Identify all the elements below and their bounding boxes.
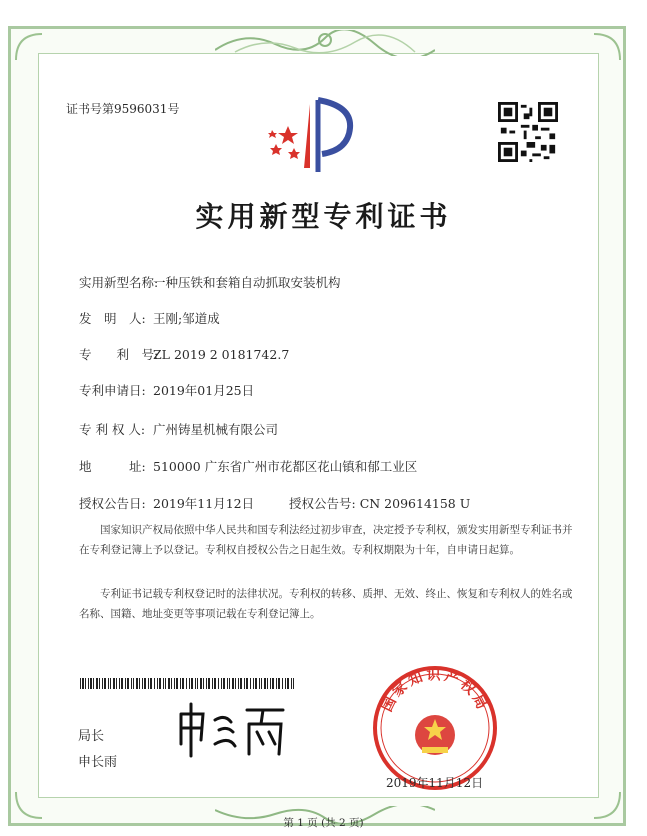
field-utility-model-name: 实用新型名称:一种压铁和套箱自动抓取安装机构 bbox=[79, 275, 341, 290]
page-number: 第 1 页 (共 2 页) bbox=[283, 817, 364, 829]
corner-ornament-tl bbox=[14, 32, 44, 62]
qr-code bbox=[498, 102, 558, 162]
svg-text:国家知识产权局: 国家知识产权局 bbox=[379, 667, 491, 715]
field-grant-date: 授权公告日: 2019年11月12日 bbox=[79, 496, 255, 511]
field-inventors: 发 明 人: 王刚;邹道成 bbox=[79, 311, 220, 326]
certificate-number: 证书号第9596031号 bbox=[66, 102, 180, 116]
field-patentee: 专 利 权 人: 广州铸星机械有限公司 bbox=[79, 422, 279, 437]
issue-date: 2019年11月12日 bbox=[386, 776, 484, 790]
signatory-title: 局长 bbox=[78, 729, 105, 744]
paragraph-grant-statement: 国家知识产权局依照中华人民共和国专利法经过初步审查，决定授予专利权，颁发实用新型专利证书并在专利登记簿上予以登记。专利权自授权公告之日起生效。专利权期限为十年，自申请日起算。 bbox=[79, 524, 573, 556]
signatory-name: 申长雨 bbox=[78, 755, 118, 770]
field-application-date: 专利申请日: 2019年01月25日 bbox=[79, 383, 255, 398]
barcode bbox=[80, 678, 294, 689]
top-ornament bbox=[215, 30, 435, 56]
certificate-title: 实用新型专利证书 bbox=[195, 200, 452, 233]
field-address: 地 址: 510000 广东省广州市花都区花山镇和郁工业区 bbox=[79, 459, 418, 474]
field-patent-number: 专 利 号:ZL 2019 2 0181742.7 bbox=[79, 347, 290, 362]
paragraph-legal-status: 专利证书记载专利权登记时的法律状况。专利权的转移、质押、无效、终止、恢复和专利权人的姓名或名称、国籍、地址变更等事项记载在专利登记簿上。 bbox=[79, 588, 573, 620]
field-grant-number: 授权公告号: CN 209614158 U bbox=[289, 496, 471, 511]
corner-ornament-tr bbox=[592, 32, 622, 62]
handwritten-signature bbox=[175, 700, 295, 760]
patent-office-logo bbox=[260, 96, 360, 176]
